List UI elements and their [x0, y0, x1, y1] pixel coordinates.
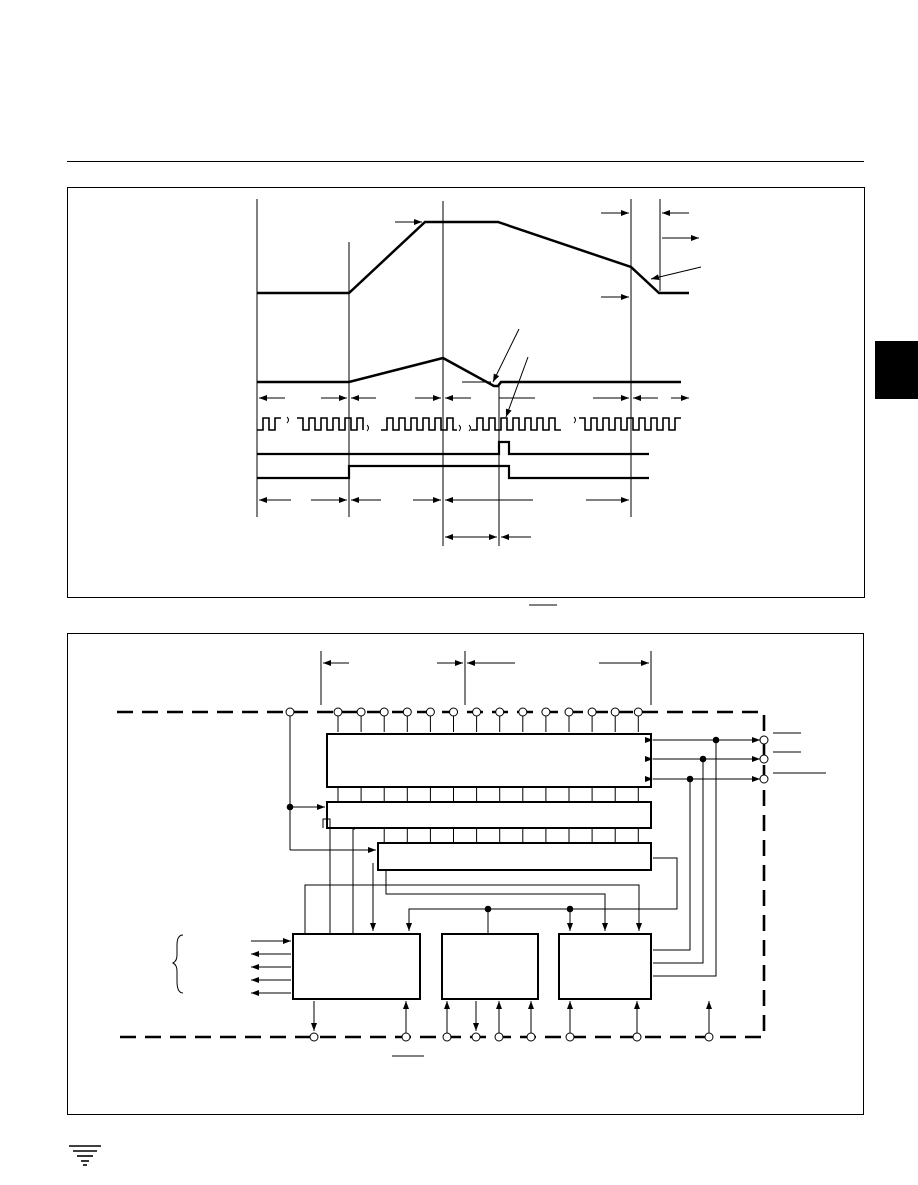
data-pin [380, 708, 388, 716]
callout-fall [651, 267, 701, 279]
data-pin [634, 708, 642, 716]
latch-block [378, 843, 651, 870]
control-logic-block [293, 934, 420, 999]
timing-block [442, 934, 538, 999]
left-io-arrows [173, 935, 291, 993]
data-pin [426, 708, 434, 716]
top-data-pins [334, 708, 642, 732]
right-pins [653, 733, 826, 976]
data-pin [542, 708, 550, 716]
io-control-block [559, 934, 651, 999]
header-rule [67, 161, 864, 162]
waveform-upper [257, 222, 689, 293]
register-block [327, 802, 651, 828]
data-pin [611, 708, 619, 716]
timing-diagram-panel [67, 187, 865, 598]
data-pin [565, 708, 573, 716]
data-pin [588, 708, 596, 716]
data-pin [496, 708, 504, 716]
timing-diagram [68, 188, 866, 599]
data-pin [519, 708, 527, 716]
data-pin [473, 708, 481, 716]
callout-dip [493, 329, 519, 382]
data-pin [357, 708, 365, 716]
data-pin [450, 708, 458, 716]
block-diagram-panel [67, 633, 864, 1115]
section-tab [875, 341, 918, 399]
memory-array-block [327, 734, 651, 787]
bus-ticks [338, 787, 638, 843]
bottom-pins [310, 1001, 713, 1056]
strobe-pulse [257, 442, 649, 454]
top-pins [286, 708, 294, 850]
data-pin [403, 708, 411, 716]
data-pin [334, 708, 342, 716]
clock-waveform [257, 417, 681, 431]
enable-level [257, 466, 649, 478]
block-diagram [68, 634, 865, 1116]
internal-wiring [287, 804, 677, 933]
logo-icon [68, 1143, 102, 1169]
chip-boundary [117, 712, 764, 1037]
callout-pulse [506, 357, 528, 417]
